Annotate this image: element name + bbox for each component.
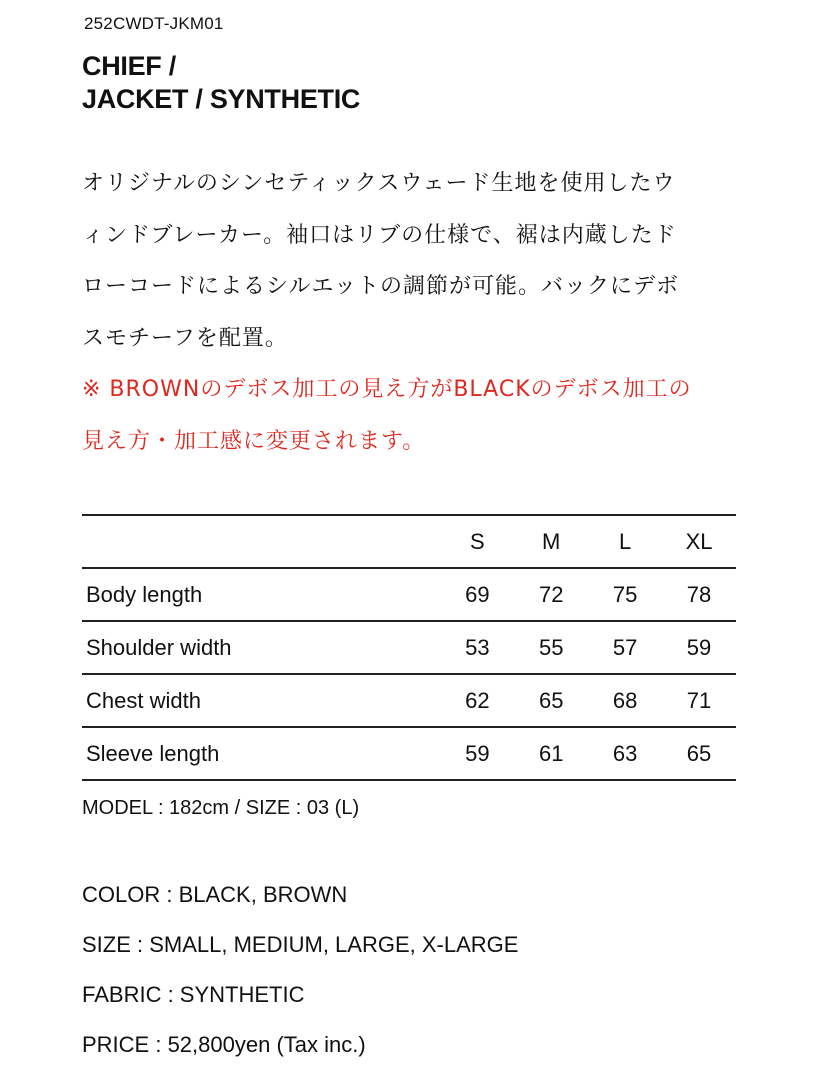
description-line: スモチーフを配置。 [82, 325, 288, 351]
table-row [82, 621, 736, 674]
description-line: オリジナルのシンセティックスウェード生地を使用したウ [82, 171, 676, 196]
size-header-m: M [514, 515, 588, 568]
spec-fabric: FABRIC : SYNTHETIC [82, 982, 305, 1007]
measure-value: 59 [662, 621, 736, 674]
measure-value: 68 [588, 674, 662, 727]
table-row [82, 568, 736, 621]
measure-value: 69 [440, 568, 514, 621]
measure-label: Sleeve length [82, 727, 440, 780]
spec-price: PRICE : 52,800yen (Tax inc.) [82, 1032, 366, 1057]
measure-value: 61 [514, 727, 588, 780]
header-blank-cell [82, 515, 440, 568]
title-line-1: CHIEF / [82, 51, 176, 81]
measure-label: Shoulder width [82, 621, 440, 674]
spec-size: SIZE : SMALL, MEDIUM, LARGE, X-LARGE [82, 932, 519, 957]
measure-value: 71 [662, 674, 736, 727]
measure-value: 57 [588, 621, 662, 674]
measure-value: 63 [588, 727, 662, 780]
product-title [82, 50, 360, 116]
product-specs [82, 870, 518, 1070]
title-line-2: JACKET / SYNTHETIC [82, 84, 361, 114]
measure-label: Body length [82, 568, 440, 621]
size-header-l: L [588, 515, 662, 568]
table-row [82, 727, 736, 780]
notice-line: ※ BROWNのデボス加工の見え方がBLACKのデボス加工の [82, 377, 692, 402]
spec-color: COLOR : BLACK, BROWN [82, 882, 348, 907]
measure-value: 59 [440, 727, 514, 780]
measure-value: 53 [440, 621, 514, 674]
size-chart-table [82, 514, 736, 781]
description-line: ローコードによるシルエットの調節が可能。バックにデボ [82, 274, 680, 299]
description-line: ィンドブレーカー。袖口はリブの仕様で、裾は内蔵したド [82, 222, 677, 248]
measure-value: 78 [662, 568, 736, 621]
notice-line: 見え方・加工感に変更されます。 [82, 428, 426, 454]
measure-value: 75 [588, 568, 662, 621]
size-header-xl: XL [662, 515, 736, 568]
measure-value: 65 [514, 674, 588, 727]
measure-value: 65 [662, 727, 736, 780]
measure-value: 72 [514, 568, 588, 621]
measure-value: 62 [440, 674, 514, 727]
size-header-row [82, 515, 736, 568]
measure-value: 55 [514, 621, 588, 674]
model-info: MODEL : 182cm / SIZE : 03 (L) [82, 797, 360, 819]
product-description [82, 158, 742, 467]
table-row [82, 674, 736, 727]
color-notice [82, 364, 742, 467]
product-sku: 252CWDT-JKM01 [84, 14, 224, 33]
size-header-s: S [440, 515, 514, 568]
measure-label: Chest width [82, 674, 440, 727]
